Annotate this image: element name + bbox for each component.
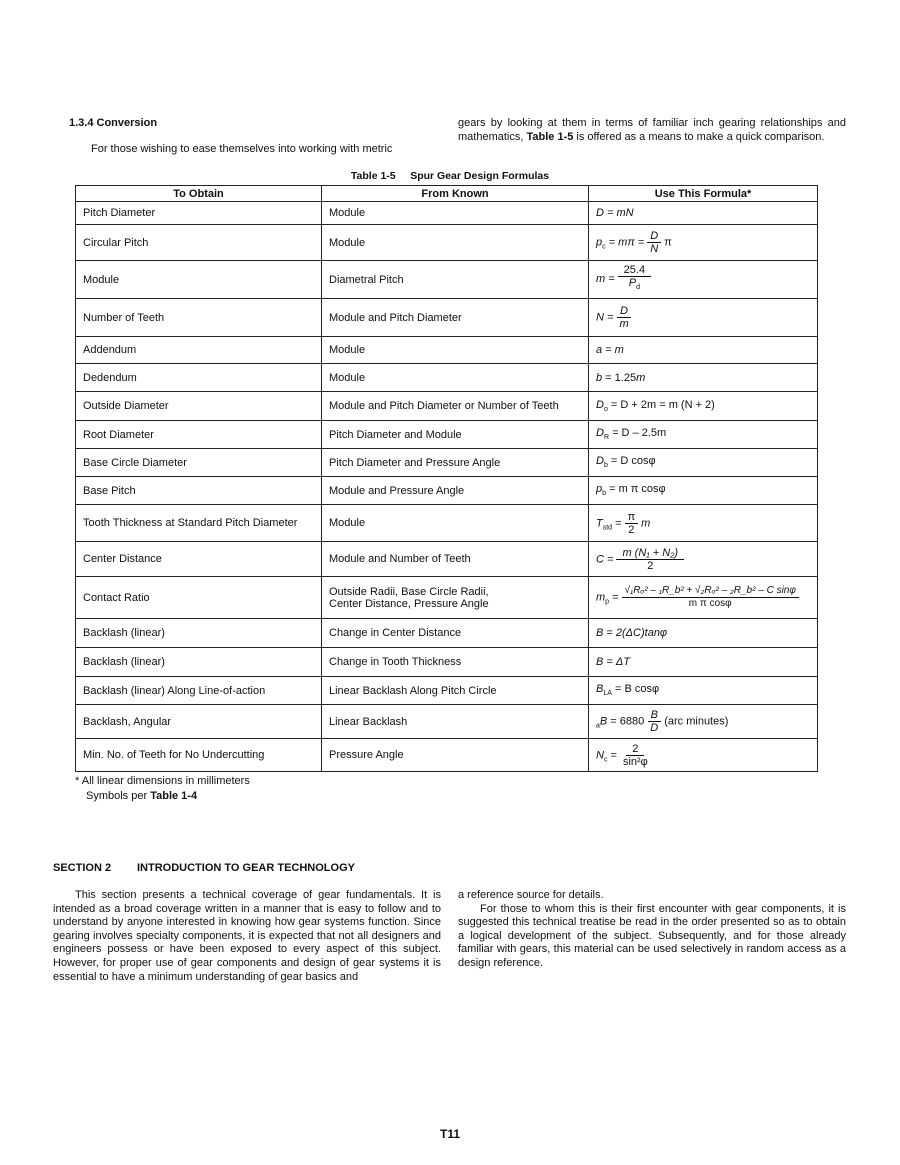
table-row	[76, 421, 818, 449]
table-row	[76, 449, 818, 477]
section2-left-paragraph: This section presents a technical coverage of gear fundamentals. It is intended as a broad coverage written in a manner that is easy to follow and to understand by anyone interested in knowing how gear systems function. Since gearing involves specialty components, it is expected that not all designers and engineers possess or have been exposed to every aspect of this subject. However, for proper use of gear components and design of gear systems it is essential to have a minimum understanding of gear basics and	[53, 889, 441, 983]
cell-formula: B = 2(ΔC)tanφ	[589, 619, 818, 648]
table-row	[76, 392, 818, 421]
cell-known: Module and Pitch Diameter or Number of Teeth	[322, 392, 589, 421]
table-row	[76, 261, 818, 299]
cell-formula: C = $\frac{\text{m (N₁ + N₂)}}{2}$	[589, 542, 818, 577]
cell-known: Change in Center Distance	[322, 619, 589, 648]
table-header-row	[76, 186, 818, 202]
cell-known: Pitch Diameter and Module	[322, 421, 589, 449]
cell-known: Module	[322, 202, 589, 225]
cell-obtain: Backlash (linear) Along Line-of-action	[76, 677, 322, 705]
table-row	[76, 677, 818, 705]
cell-formula: a = m	[589, 337, 818, 364]
cell-formula: b = 1.25m	[589, 364, 818, 392]
cell-known: Diametral Pitch	[322, 261, 589, 299]
page-number: T11	[439, 1127, 460, 1141]
cell-obtain: Backlash (linear)	[76, 648, 322, 677]
cell-known: Pitch Diameter and Pressure Angle	[322, 449, 589, 477]
cell-formula: N = $\frac{D}{m}$	[589, 299, 818, 337]
table-footnote-symbols: Symbols per Table 1-4	[86, 790, 198, 802]
cell-known: Pressure Angle	[322, 739, 589, 772]
section2-right-paragraphs: a reference source for details. For those to whom this is their first encounter with gear components, it is suggested this technical treatise be read in the order presented so as to obtain a logical development of the subject. Subsequently, and for those already familiar with gears, this material can be used selectively in random access as a design reference.	[458, 889, 846, 969]
table-row	[76, 299, 818, 337]
header-to-obtain: To Obtain	[76, 186, 322, 202]
table-row	[76, 477, 818, 505]
cell-known: Linear Backlash Along Pitch Circle	[322, 677, 589, 705]
cell-formula: $m_p$ = $\frac{\text{√₁Rₒ² – ₁R\_b² + √₂Rₒ² – ₂R\_b² – C sinφ}}{\text{m π cosφ}}$	[589, 577, 818, 619]
table-row	[76, 577, 818, 619]
cell-formula: $D_b = D$ cosφ	[589, 449, 818, 477]
header-from-known: From Known	[322, 186, 589, 202]
cell-known: Module and Number of Teeth	[322, 542, 589, 577]
cell-obtain: Center Distance	[76, 542, 322, 577]
table-row	[76, 542, 818, 577]
table-footnote: * All linear dimensions in millimeters	[75, 775, 250, 787]
conversion-heading: 1.3.4 Conversion	[69, 117, 158, 129]
cell-formula: m = $\frac{25.4}{P_d}$	[589, 261, 818, 299]
cell-obtain: Module	[76, 261, 322, 299]
cell-obtain: Min. No. of Teeth for No Undercutting	[76, 739, 322, 772]
cell-formula: $D_o = D + 2m = m$ (N + 2)	[589, 392, 818, 421]
table-row	[76, 202, 818, 225]
table-row	[76, 705, 818, 739]
table-row	[76, 225, 818, 261]
cell-obtain: Dedendum	[76, 364, 322, 392]
cell-known: Module	[322, 505, 589, 542]
cell-known: Module	[322, 337, 589, 364]
cell-known: Linear Backlash	[322, 705, 589, 739]
cell-obtain: Base Circle Diameter	[76, 449, 322, 477]
cell-obtain: Tooth Thickness at Standard Pitch Diameter	[76, 505, 322, 542]
cell-known: Change in Tooth Thickness	[322, 648, 589, 677]
table-row	[76, 648, 818, 677]
cell-obtain: Pitch Diameter	[76, 202, 322, 225]
cell-obtain: Root Diameter	[76, 421, 322, 449]
cell-formula: B = ΔT	[589, 648, 818, 677]
cell-known: Module	[322, 364, 589, 392]
table-row	[76, 364, 818, 392]
cell-known: Module	[322, 225, 589, 261]
header-formula: Use This Formula*	[589, 186, 818, 202]
cell-formula: $N_c$ = $\frac{2}{\text{sin²φ}}$	[589, 739, 818, 772]
table-row	[76, 337, 818, 364]
cell-known: Module and Pitch Diameter	[322, 299, 589, 337]
table-row	[76, 739, 818, 772]
cell-formula: D = mN	[589, 202, 818, 225]
cell-obtain: Backlash (linear)	[76, 619, 322, 648]
cell-obtain: Addendum	[76, 337, 322, 364]
cell-formula: $_a$B = 6880 $\frac{B}{D}$ (arc minutes)	[589, 705, 818, 739]
cell-obtain: Backlash, Angular	[76, 705, 322, 739]
section-title: INTRODUCTION TO GEAR TECHNOLOGY	[137, 862, 355, 874]
conversion-left-text: For those wishing to ease themselves into working with metric	[91, 143, 393, 155]
cell-known: Module and Pressure Angle	[322, 477, 589, 505]
cell-known: Outside Radii, Base Circle Radii, Center Distance, Pressure Angle	[322, 577, 589, 619]
cell-formula: $p_c = m\pi$ = $\frac{D}{N}$ π	[589, 225, 818, 261]
cell-obtain: Outside Diameter	[76, 392, 322, 421]
cell-formula: $T_{std}$ = $\frac{\pi}{2}$ m	[589, 505, 818, 542]
cell-obtain: Base Pitch	[76, 477, 322, 505]
cell-formula: $p_b = m$ π cosφ	[589, 477, 818, 505]
cell-obtain: Number of Teeth	[76, 299, 322, 337]
spur-gear-formula-table	[75, 185, 818, 772]
cell-formula: $B_{LA} = B$ cosφ	[589, 677, 818, 705]
cell-obtain: Contact Ratio	[76, 577, 322, 619]
cell-formula: $D_R = D - 2.5m$	[589, 421, 818, 449]
cell-obtain: Circular Pitch	[76, 225, 322, 261]
table-title: Table 1-5 Spur Gear Design Formulas	[350, 170, 550, 182]
section-number: SECTION 2	[53, 862, 112, 874]
table-row	[76, 619, 818, 648]
conversion-right-text: gears by looking at them in terms of familiar inch gearing relationships and mathematics, Table 1-5 is offered as a means to make a quick comparison.	[458, 117, 846, 143]
table-row	[76, 505, 818, 542]
